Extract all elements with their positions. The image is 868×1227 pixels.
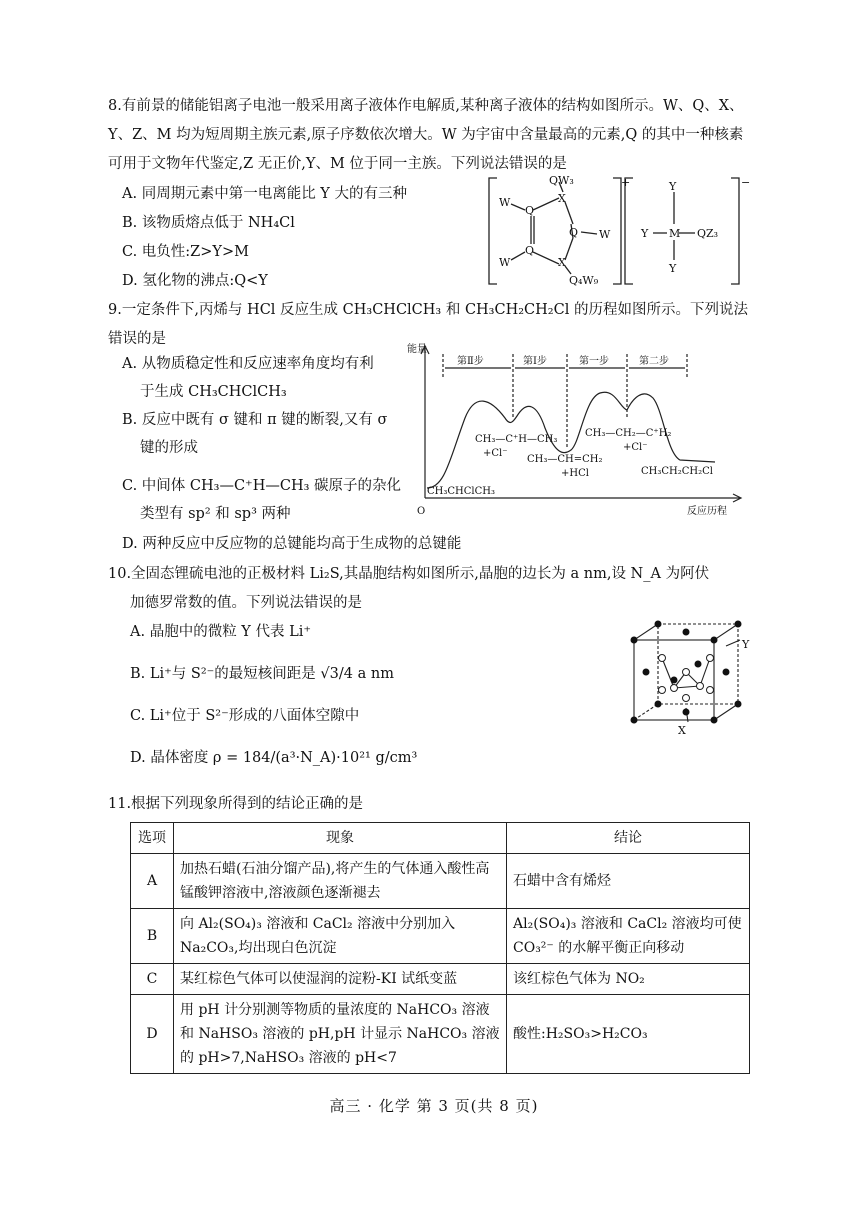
svg-text:Y: Y: [641, 227, 649, 240]
table-row: [131, 964, 750, 995]
q10-option-c: C. Li⁺位于 S²⁻形成的八面体空隙中: [130, 708, 360, 724]
q9-ylabel: 能量: [407, 344, 427, 355]
q8-option-d: D. 氢化物的沸点:Q<Y: [122, 273, 268, 289]
q8-q4w9: Q₄W₉: [569, 274, 599, 287]
row-phenomenon: 用 pH 计分别测等物质的量浓度的 NaHCO₃ 溶液和 NaHSO₃ 溶液的 pH,pH 计显示 NaHCO₃ 溶液的 pH>7,NaHSO₃ 溶液的 pH<7: [174, 995, 507, 1074]
svg-text:Q: Q: [525, 204, 535, 217]
q11-stem: 11.根据下列现象所得到的结论正确的是: [108, 796, 364, 812]
table-row: [131, 854, 750, 909]
q9-option-b-line2: 键的形成: [140, 440, 198, 456]
svg-text:W: W: [499, 196, 511, 209]
q9-species: CH₃—CH=CH₂: [527, 454, 603, 465]
q9-energy-diagram: [405, 338, 750, 523]
q9-species: +Cl⁻: [483, 448, 508, 459]
svg-text:+: +: [621, 176, 631, 189]
q10-unit-cell-figure: [622, 618, 752, 738]
q10-label-x: X: [678, 724, 686, 737]
svg-text:X: X: [558, 256, 566, 269]
row-phenomenon: 加热石蜡(石油分馏产品),将产生的气体通入酸性高锰酸钾溶液中,溶液颜色逐渐褪去: [174, 854, 507, 909]
svg-text:W: W: [499, 256, 511, 269]
q8-qz3: QZ₃: [697, 227, 719, 240]
q9-species: CH₃CH₂CH₂Cl: [641, 466, 713, 477]
q10-option-a: A. 晶胞中的微粒 Y 代表 Li⁺: [130, 624, 312, 640]
q9-option-d: D. 两种反应中反应物的总键能均高于生成物的总键能: [122, 536, 462, 552]
page-footer: 高三 · 化学 第 3 页(共 8 页): [329, 1097, 539, 1115]
row-conclusion: 该红棕色气体为 NO₂: [507, 964, 750, 995]
table-row: [131, 995, 750, 1074]
col-header-phenomenon: 现象: [174, 823, 507, 854]
q9-species: CH₃CHClCH₃: [427, 486, 495, 497]
svg-text:Y: Y: [669, 180, 677, 193]
q9-species: CH₃—C⁺H—CH₃: [475, 434, 558, 445]
q9-species: +Cl⁻: [623, 442, 648, 453]
table-row: [131, 909, 750, 964]
q9-option-b-line1: B. 反应中既有 σ 键和 π 键的断裂,又有 σ: [122, 412, 388, 428]
row-key: D: [131, 995, 174, 1074]
q10-option-d: D. 晶体密度 ρ = 184/(a³·N_A)·10²¹ g/cm³: [130, 750, 418, 766]
svg-text:Q: Q: [525, 244, 535, 257]
q9-species: CH₃—CH₂—C⁺H₂: [585, 428, 672, 439]
svg-text:W: W: [599, 228, 611, 241]
q8-option-c: C. 电负性:Z>Y>M: [122, 244, 249, 260]
q9-xlabel: 反应历程: [687, 506, 727, 517]
row-conclusion: 酸性:H₂SO₃>H₂CO₃: [507, 995, 750, 1074]
svg-text:Q: Q: [569, 226, 579, 239]
q8-stem: 8.有前景的储能铝离子电池一般采用离子液体作电解质,某种离子液体的结构如图所示。W、Q、X、Y、Z、M 均为短周期主族元素,原子序数依次增大。W 为宇宙中含量最高的元素,Q 的其中一种核素可用于文物年代鉴定,Z 无正价,Y、M 位于同一主族。下列说法错误的是: [108, 98, 744, 172]
q8-option-a: A. 同周期元素中第一电离能比 Y 大的有三种: [122, 186, 407, 202]
q9-step-label: 第一步: [579, 356, 609, 367]
row-key: B: [131, 909, 174, 964]
row-conclusion: 石蜡中含有烯烃: [507, 854, 750, 909]
q10-stem-line1: 10.全固态锂硫电池的正极材料 Li₂S,其晶胞结构如图所示,晶胞的边长为 a nm,设 N_A 为阿伏: [108, 566, 710, 582]
svg-text:Y: Y: [669, 262, 677, 275]
svg-text:M: M: [669, 227, 681, 240]
q10-label-y: Y: [742, 638, 750, 651]
svg-text:−: −: [741, 176, 750, 189]
row-phenomenon: 向 Al₂(SO₄)₃ 溶液和 CaCl₂ 溶液中分别加入 Na₂CO₃,均出现白色沉淀: [174, 909, 507, 964]
q8-structure-figure: [485, 172, 750, 292]
row-phenomenon: 某红棕色气体可以使湿润的淀粉-KI 试纸变蓝: [174, 964, 507, 995]
q9-option-c-line2: 类型有 sp² 和 sp³ 两种: [140, 506, 291, 522]
q8-option-b: B. 该物质熔点低于 NH₄Cl: [122, 215, 295, 231]
svg-text:X: X: [558, 192, 566, 205]
q9-option-a-line2: 于生成 CH₃CHClCH₃: [140, 384, 287, 400]
row-conclusion: Al₂(SO₄)₃ 溶液和 CaCl₂ 溶液均可使 CO₃²⁻ 的水解平衡正向移动: [507, 909, 750, 964]
col-header-option: 选项: [131, 823, 174, 854]
q9-step-label: 第Ⅰ步: [523, 356, 547, 367]
q9-species: +HCl: [561, 468, 589, 479]
q9-step-label: 第二步: [639, 356, 669, 367]
table-header-row: [131, 823, 750, 854]
q9-step-label: 第Ⅱ步: [457, 356, 484, 367]
q9-origin: O: [417, 506, 426, 517]
q8-qw3: QW₃: [549, 174, 574, 187]
row-key: C: [131, 964, 174, 995]
q10-stem-line2: 加德罗常数的值。下列说法错误的是: [130, 595, 362, 611]
q9-option-c-line1: C. 中间体 CH₃—C⁺H—CH₃ 碳原子的杂化: [122, 478, 402, 494]
row-key: A: [131, 854, 174, 909]
q10-option-b: B. Li⁺与 S²⁻的最短核间距是 √3/4 a nm: [130, 666, 394, 682]
col-header-conclusion: 结论: [507, 823, 750, 854]
q11-table: [130, 822, 750, 1074]
q9-option-a-line1: A. 从物质稳定性和反应速率角度均有利: [122, 356, 374, 372]
q9-stem: 9.一定条件下,丙烯与 HCl 反应生成 CH₃CHClCH₃ 和 CH₃CH₂CH₂Cl 的历程如图所示。下列说法错误的是: [108, 302, 748, 347]
